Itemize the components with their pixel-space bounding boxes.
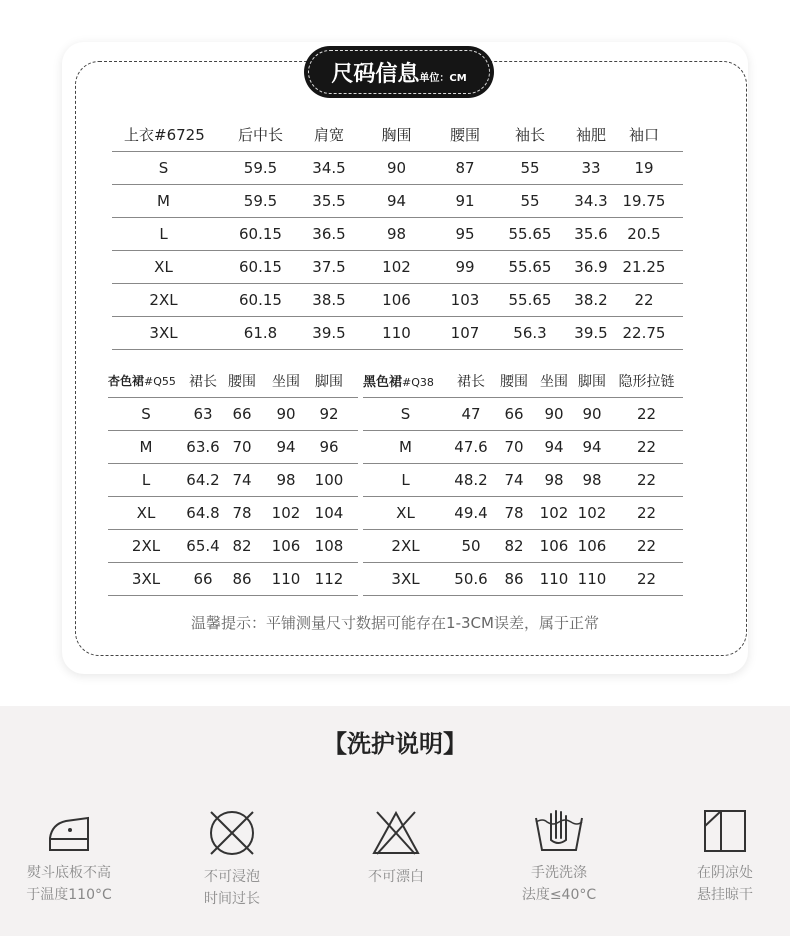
table-cell: 94: [582, 438, 602, 456]
table-cell: 2XL: [391, 537, 420, 555]
table-cell: 74: [504, 471, 524, 489]
table-row: [112, 185, 683, 218]
table-cell: 90: [544, 405, 564, 423]
column-header: 坐围: [540, 373, 568, 390]
table-cell: M: [399, 438, 412, 456]
page-title: 尺码信息: [331, 61, 420, 87]
table-row: [363, 431, 683, 464]
table-row: [112, 317, 683, 350]
table-cell: 3XL: [131, 570, 161, 588]
table-cell: 64.2: [186, 471, 220, 489]
table-cell: 2XL: [149, 291, 178, 309]
table-cell: 20.5: [627, 225, 661, 243]
column-header: 肩宽: [313, 126, 344, 144]
measurement-tip: 温馨提示：平铺测量尺寸数据可能存在1-3CM误差，属于正常: [191, 614, 599, 632]
table-cell: 64.8: [186, 504, 220, 522]
table-header-row: [108, 364, 358, 398]
care-item-shade-dry: 在阴凉处 悬挂晾干: [650, 808, 790, 906]
table-cell: 91: [455, 192, 475, 210]
table-cell: 110: [271, 570, 301, 588]
column-header: 腰围: [449, 126, 480, 144]
table-cell: 55.65: [508, 291, 552, 309]
column-header: 坐围: [272, 373, 300, 390]
table-row: [108, 431, 358, 464]
table-cell: 38.5: [312, 291, 346, 309]
hand-wash-icon: [533, 808, 585, 854]
table-row: [112, 251, 683, 284]
table-cell: 36.5: [312, 225, 346, 243]
column-header: 隐形拉链: [618, 373, 675, 390]
table-header-row: [363, 364, 683, 398]
care-section: [0, 706, 790, 936]
table-cell: 98: [544, 471, 564, 489]
table-row: [112, 152, 683, 185]
table-cell: 39.5: [312, 324, 346, 342]
column-header: 腰围: [228, 373, 256, 390]
top-size-table: [112, 118, 683, 350]
table-cell: 106: [382, 291, 411, 309]
table-cell: 33: [581, 159, 601, 177]
table-cell: 66: [193, 570, 213, 588]
table-row: [112, 218, 683, 251]
table-cell: 110: [577, 570, 607, 588]
table-cell: XL: [154, 258, 173, 276]
table-cell: 106: [577, 537, 607, 555]
table-name: 杏色裙#Q55: [108, 374, 176, 388]
table-cell: 50.6: [454, 570, 488, 588]
table-cell: M: [157, 192, 170, 210]
table-cell: 106: [271, 537, 301, 555]
table-cell: 35.6: [574, 225, 608, 243]
table-cell: 60.15: [239, 291, 282, 309]
table-cell: 70: [504, 438, 524, 456]
table-cell: 59.5: [243, 159, 278, 177]
table-cell: 99: [455, 258, 475, 276]
column-header: 腰围: [500, 373, 528, 390]
table-cell: 55: [520, 192, 540, 210]
table-cell: M: [139, 438, 153, 456]
table-row: [363, 563, 683, 596]
table-cell: 22.75: [622, 324, 666, 342]
table-cell: 47.6: [454, 438, 488, 456]
no-soak-icon: [207, 808, 257, 858]
table-cell: 94: [276, 438, 296, 456]
care-item-iron: 熨斗底板不高 于温度110°C: [0, 808, 144, 906]
table-cell: 98: [582, 471, 602, 489]
table-cell: 78: [504, 504, 524, 522]
column-header: 脚围: [315, 373, 343, 390]
table-cell: 103: [450, 291, 480, 309]
table-cell: 98: [386, 225, 407, 243]
table-cell: 55.65: [508, 225, 552, 243]
table-row: [108, 464, 358, 497]
black-skirt-table: [363, 364, 683, 596]
table-cell: 3XL: [149, 324, 178, 342]
table-cell: 39.5: [574, 324, 608, 342]
table-row: [363, 398, 683, 431]
table-cell: 112: [314, 570, 344, 588]
table-cell: 60.15: [239, 225, 282, 243]
table-cell: XL: [396, 504, 415, 522]
care-item-hand-wash: 手洗洗涤 法度≤40°C: [484, 808, 634, 906]
table-cell: 34.5: [312, 159, 346, 177]
table-cell: 90: [386, 159, 407, 177]
table-cell: 22: [636, 438, 657, 456]
table-row: [108, 497, 358, 530]
table-cell: 61.8: [243, 324, 278, 342]
table-cell: 48.2: [454, 471, 488, 489]
table-cell: 22: [634, 291, 654, 309]
table-cell: 35.5: [312, 192, 346, 210]
table-cell: 22: [636, 570, 657, 588]
table-cell: 102: [539, 504, 569, 522]
table-cell: 37.5: [312, 258, 346, 276]
table-cell: 95: [455, 225, 475, 243]
shade-dry-icon: [702, 808, 748, 854]
table-row: [108, 563, 358, 596]
table-cell: S: [141, 405, 151, 423]
table-row: [363, 464, 683, 497]
table-cell: 66: [504, 405, 524, 423]
no-bleach-icon: [371, 808, 421, 858]
table-cell: 22: [636, 504, 657, 522]
table-cell: 47: [461, 405, 481, 423]
table-header-row: [112, 118, 683, 152]
table-cell: S: [400, 405, 411, 423]
table-row: [363, 497, 683, 530]
table-cell: 50: [461, 537, 481, 555]
table-cell: 90: [582, 405, 602, 423]
table-row: [112, 284, 683, 317]
table-cell: 38.2: [574, 291, 608, 309]
table-cell: 94: [386, 192, 407, 210]
table-cell: 2XL: [131, 537, 161, 555]
table-cell: 107: [450, 324, 480, 342]
column-header: 胸围: [381, 126, 412, 144]
table-cell: 34.3: [574, 192, 608, 210]
iron-icon: [46, 808, 92, 854]
table-cell: 110: [382, 324, 411, 342]
table-cell: S: [158, 159, 169, 177]
table-row: [108, 398, 358, 431]
table-cell: 59.5: [243, 192, 278, 210]
table-cell: 22: [636, 405, 657, 423]
column-header: 裙长: [189, 373, 217, 390]
table-cell: 104: [314, 504, 344, 522]
table-cell: 102: [382, 258, 411, 276]
table-cell: L: [401, 471, 410, 489]
table-cell: L: [159, 225, 168, 243]
table-cell: 108: [314, 537, 344, 555]
table-cell: 22: [636, 537, 657, 555]
table-cell: 55.65: [508, 258, 552, 276]
column-header: 袖口: [628, 126, 659, 144]
care-item-no-bleach: 不可漂白: [321, 808, 471, 888]
table-cell: 55: [520, 159, 540, 177]
table-cell: 87: [455, 159, 475, 177]
table-cell: 3XL: [391, 570, 420, 588]
table-cell: 66: [232, 405, 252, 423]
table-cell: 70: [232, 438, 252, 456]
table-cell: 110: [539, 570, 569, 588]
table-cell: 106: [539, 537, 569, 555]
column-header: 裙长: [457, 373, 485, 390]
care-title: 【洗护说明】: [323, 730, 467, 758]
table-cell: 19: [634, 159, 654, 177]
table-row: [108, 530, 358, 563]
table-cell: 86: [232, 570, 252, 588]
table-cell: 92: [319, 405, 339, 423]
table-cell: 21.25: [622, 258, 666, 276]
table-cell: 49.4: [454, 504, 488, 522]
table-cell: L: [141, 471, 151, 489]
column-header: 袖长: [514, 126, 545, 144]
unit-label: 单位：CM: [419, 72, 467, 84]
title-badge: [304, 46, 494, 98]
table-cell: 82: [232, 537, 252, 555]
column-header: 上衣#6725: [124, 126, 205, 144]
table-cell: 36.9: [574, 258, 608, 276]
table-cell: 96: [319, 438, 339, 456]
apricot-skirt-table: [108, 364, 358, 596]
care-item-no-soak: 不可浸泡 时间过长: [157, 808, 307, 910]
table-cell: 82: [504, 537, 524, 555]
table-cell: 102: [577, 504, 607, 522]
table-name: 黑色裙#Q38: [363, 375, 434, 390]
table-cell: 90: [276, 405, 296, 423]
table-cell: 19.75: [622, 192, 666, 210]
column-header: 后中长: [237, 126, 283, 144]
table-cell: 94: [544, 438, 564, 456]
table-cell: 102: [271, 504, 301, 522]
table-cell: 63: [193, 405, 213, 423]
column-header: 袖肥: [575, 126, 606, 144]
table-cell: 65.4: [186, 537, 220, 555]
table-cell: XL: [136, 504, 156, 522]
table-cell: 86: [504, 570, 524, 588]
table-cell: 56.3: [513, 324, 547, 342]
table-cell: 22: [636, 471, 657, 489]
table-cell: 100: [314, 471, 344, 489]
table-cell: 98: [276, 471, 296, 489]
table-cell: 74: [232, 471, 252, 489]
table-cell: 63.6: [186, 438, 220, 456]
table-cell: 60.15: [239, 258, 282, 276]
table-cell: 78: [232, 504, 252, 522]
table-row: [363, 530, 683, 563]
column-header: 脚围: [578, 373, 606, 390]
